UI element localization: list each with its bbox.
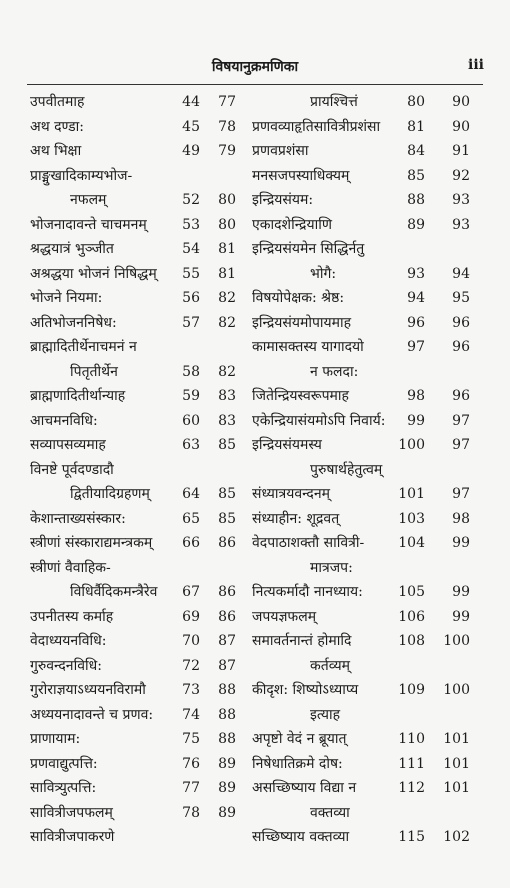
entry-title: इन्द्रियसंयमोपायमाह [252, 314, 352, 331]
page-ref-number: 85 [218, 437, 236, 453]
page-ref-number: 92 [452, 167, 470, 184]
entry-title: एकादशेन्द्रियाणि [252, 216, 332, 233]
entry-title: द्वितीयादिग्रहणम् [70, 486, 150, 502]
index-entry [0, 728, 510, 750]
header-rule [27, 84, 483, 85]
verse-number: 52 [182, 192, 200, 208]
page-ref-number: 78 [218, 118, 236, 135]
page-ref-number: 93 [452, 216, 470, 233]
verse-number: 97 [407, 339, 425, 355]
page-ref-number: 100 [443, 633, 470, 649]
page-ref-number: 89 [218, 755, 236, 772]
entry-title: वेदाध्ययनविधि: [30, 633, 107, 649]
entry-title: कर्तव्यम् [310, 657, 351, 674]
verse-number: 100 [398, 437, 425, 453]
verse-number: 56 [182, 290, 200, 306]
page-ref-number: 85 [218, 486, 236, 502]
entry-title: ब्राह्मादितीर्थेनाचमनं न [30, 339, 137, 355]
entry-title: अध्ययनादावन्ते च प्रणव: [30, 706, 154, 723]
entry-title: भोजनादावन्ते चाचमनम् [30, 216, 147, 233]
verse-number: 85 [407, 167, 425, 184]
entry-title: एकेन्द्रियासंयमोऽपि निवार्य: [252, 412, 386, 429]
entry-title: प्रायश्चित्तं [310, 94, 358, 110]
page-ref-number: 91 [452, 143, 470, 159]
page-ref-number: 80 [218, 216, 236, 233]
entry-title: सच्छिष्याय वक्तव्या [252, 829, 350, 845]
index-entry [0, 287, 510, 309]
entry-title: मात्रजप: [310, 559, 353, 576]
index-entry [0, 581, 510, 603]
index-entry [0, 606, 510, 628]
index-entry [0, 385, 510, 407]
entry-title: संध्याहीन: शूद्रवत् [252, 510, 340, 527]
index-entry [0, 214, 510, 236]
page-ref-number: 77 [218, 94, 236, 110]
verse-number: 49 [182, 143, 200, 159]
verse-number: 93 [407, 265, 425, 282]
page-ref-number: 82 [218, 363, 236, 380]
entry-title: आचमनविधि: [30, 412, 98, 429]
page-ref-number: 82 [218, 290, 236, 306]
verse-number: 105 [398, 584, 425, 600]
page-ref-number: 93 [452, 192, 470, 208]
page-ref-number: 88 [218, 682, 236, 698]
index-entry [0, 655, 510, 677]
page-ref-number: 99 [452, 535, 470, 551]
page-ref-number: 99 [452, 584, 470, 600]
entry-title: विनष्टे पूर्वदण्डादौ [30, 461, 114, 478]
index-entry [0, 826, 510, 848]
verse-number: 115 [398, 829, 425, 845]
entry-title: प्राणायाम: [30, 731, 81, 747]
page-ref-number: 97 [452, 486, 470, 502]
page-ref-number: 99 [452, 608, 470, 625]
page-ref-number: 97 [452, 412, 470, 429]
page-title: विषयानुक्रमणिका [211, 59, 299, 75]
entry-title: मनसजपस्याधिक्यम् [252, 167, 350, 184]
verse-number: 99 [407, 412, 425, 429]
page-ref-number: 96 [452, 314, 470, 331]
verse-number: 55 [182, 265, 200, 282]
verse-number: 74 [182, 706, 200, 723]
verse-number: 59 [182, 388, 200, 404]
index-entry [0, 508, 510, 530]
verse-number: 84 [407, 143, 425, 159]
entry-title: स्त्रीणां वैवाहिक- [30, 559, 111, 576]
page-ref-number: 94 [452, 265, 470, 282]
index-entry [0, 483, 510, 505]
index-entry [0, 434, 510, 456]
index-entry [0, 263, 510, 285]
page-ref-number: 89 [218, 780, 236, 796]
entry-title: भोजने नियमा: [30, 290, 103, 306]
verse-number: 106 [398, 608, 425, 625]
entry-title: असच्छिष्याय विद्या न [252, 780, 357, 796]
entry-title: समावर्तनान्तं होमादि [252, 633, 352, 649]
page-ref-number: 89 [218, 804, 236, 821]
verse-number: 94 [407, 290, 425, 306]
index-entry [0, 312, 510, 334]
entry-title: सावित्रीजपाकरणे [30, 829, 115, 845]
page-ref-number: 83 [218, 412, 236, 429]
entry-title: स्त्रीणां संस्काराद्यमन्त्रकम् [30, 535, 153, 551]
entry-title: वक्तव्या [310, 804, 350, 821]
verse-number: 58 [182, 363, 200, 380]
page-ref-number: 96 [452, 339, 470, 355]
verse-number: 45 [182, 118, 200, 135]
entry-title: निषेधातिक्रमे दोष: [252, 755, 343, 772]
index-entry [0, 116, 510, 138]
index-entry [0, 165, 510, 187]
entry-title: इन्द्रियसंयम: [252, 192, 314, 208]
entry-title: उपवीतमाह [30, 94, 85, 110]
page-ref-number: 90 [452, 118, 470, 135]
verse-number: 108 [398, 633, 425, 649]
entry-title: संध्यात्रयवन्दनम् [252, 486, 331, 502]
entry-title: श्रद्धयात्रं भुञ्जीत [30, 241, 114, 257]
entry-title: उपनीतस्य कर्माह [30, 608, 114, 625]
entry-title: अतिभोजननिषेध: [30, 314, 117, 331]
index-entry [0, 777, 510, 799]
page-ref-number: 96 [452, 388, 470, 404]
verse-number: 73 [182, 682, 200, 698]
entry-title: इत्याह [310, 706, 341, 723]
page-ref-number: 102 [443, 829, 470, 845]
entry-title: कीदृश: शिष्योऽध्याप्य [252, 682, 359, 698]
page-ref-number: 87 [218, 657, 236, 674]
verse-number: 57 [182, 314, 200, 331]
verse-number: 69 [182, 608, 200, 625]
entry-title: नफलम् [70, 192, 107, 208]
verse-number: 109 [398, 682, 425, 698]
index-entry [0, 630, 510, 652]
entry-title: सव्यापसव्यमाह [30, 437, 106, 453]
verse-number: 101 [398, 486, 425, 502]
page-ref-number: 97 [452, 437, 470, 453]
index-entry [0, 91, 510, 113]
entry-title: ब्राह्मणादितीर्थान्याह [30, 388, 126, 404]
index-entry [0, 532, 510, 554]
page-header [0, 55, 510, 79]
page-ref-number: 88 [218, 706, 236, 723]
page-ref-number: 81 [218, 265, 236, 282]
page-ref-number: 88 [218, 731, 236, 747]
entry-title: प्राङ्मुखादिकाम्यभोज- [30, 167, 133, 184]
index-entry [0, 753, 510, 775]
page-ref-number: 81 [218, 241, 236, 257]
page-ref-number: 80 [218, 192, 236, 208]
verse-number: 75 [182, 731, 200, 747]
page-number: iii [468, 57, 484, 73]
verse-number: 81 [407, 118, 425, 135]
entry-title: जितेन्द्रियस्वरूपमाह [252, 388, 349, 404]
entry-title: प्रणवप्रशंसा [252, 143, 309, 159]
entry-title: इन्द्रियसंयमेन सिद्धिर्नतु [252, 241, 365, 257]
index-entry [0, 557, 510, 579]
verse-number: 54 [182, 241, 200, 257]
entry-title: विषयोपेक्षक: श्रेष्ठ: [252, 290, 345, 306]
page-ref-number: 85 [218, 510, 236, 527]
page-ref-number: 101 [443, 780, 470, 796]
entry-title: अथ दण्डा: [30, 118, 85, 135]
entry-title: पुरुषार्थहेतुत्वम् [310, 461, 383, 478]
page-ref-number: 86 [218, 584, 236, 600]
index-entry [0, 459, 510, 481]
page-ref-number: 82 [218, 314, 236, 331]
entry-title: केशान्ताख्यसंस्कार: [30, 510, 126, 527]
entry-title: न फलदा: [310, 363, 359, 380]
index-entry [0, 140, 510, 162]
verse-number: 112 [398, 780, 425, 796]
verse-number: 64 [182, 486, 200, 502]
entry-title: पितृतीर्थेन [70, 363, 118, 380]
page-ref-number: 83 [218, 388, 236, 404]
verse-number: 110 [398, 731, 425, 747]
verse-number: 76 [182, 755, 200, 772]
entry-title: अपृष्टो वेदं न ब्रूयात् [252, 731, 347, 747]
verse-number: 53 [182, 216, 200, 233]
verse-number: 72 [182, 657, 200, 674]
page-ref-number: 86 [218, 535, 236, 551]
entry-title: अथ भिक्षा [30, 143, 82, 159]
verse-number: 78 [182, 804, 200, 821]
verse-number: 103 [398, 510, 425, 527]
verse-number: 67 [182, 584, 200, 600]
verse-number: 104 [398, 535, 425, 551]
entry-title: कामासक्तस्य यागादयो [252, 339, 364, 355]
verse-number: 70 [182, 633, 200, 649]
entry-title: प्रणवव्याहृतिसावित्रीप्रशंसा [252, 118, 381, 135]
verse-number: 44 [182, 94, 200, 110]
page-ref-number: 79 [218, 143, 236, 159]
entry-title: अश्रद्धया भोजनं निषिद्धम् [30, 265, 157, 282]
index-entry [0, 336, 510, 358]
page-ref-number: 98 [452, 510, 470, 527]
index-entry [0, 238, 510, 260]
index-entry [0, 410, 510, 432]
verse-number: 96 [407, 314, 425, 331]
verse-number: 88 [407, 192, 425, 208]
entry-title: नित्यकर्मादौ नानध्याय: [252, 584, 363, 600]
entry-title: वेदपाठाशक्तौ सावित्री- [252, 535, 365, 551]
page-ref-number: 100 [443, 682, 470, 698]
page-ref-number: 101 [443, 731, 470, 747]
verse-number: 98 [407, 388, 425, 404]
entry-title: भोगै: [310, 265, 337, 282]
verse-number: 60 [182, 412, 200, 429]
entry-title: विधिर्वैदिकमन्त्रैरेव [70, 584, 158, 600]
index-entry [0, 679, 510, 701]
verse-number: 111 [398, 755, 425, 772]
entry-title: सावित्रीजपफलम् [30, 804, 113, 821]
verse-number: 63 [182, 437, 200, 453]
verse-number: 89 [407, 216, 425, 233]
verse-number: 66 [182, 535, 200, 551]
verse-number: 77 [182, 780, 200, 796]
entry-title: गुरुवन्दनविधि: [30, 657, 102, 674]
index-entry [0, 802, 510, 824]
entry-title: प्रणवाद्युत्पत्ति: [30, 755, 98, 772]
entry-title: जपयज्ञफलम् [252, 608, 317, 625]
entry-title: इन्द्रियसंयमस्य [252, 437, 322, 453]
page-ref-number: 86 [218, 608, 236, 625]
verse-number: 65 [182, 510, 200, 527]
page-ref-number: 90 [452, 94, 470, 110]
page-ref-number: 101 [443, 755, 470, 772]
index-entry [0, 361, 510, 383]
index-entry [0, 189, 510, 211]
page-ref-number: 87 [218, 633, 236, 649]
page-ref-number: 95 [452, 290, 470, 306]
verse-number: 80 [407, 94, 425, 110]
index-entry [0, 704, 510, 726]
entry-title: गुरोराज्ञयाऽध्ययनविरामौ [30, 682, 146, 698]
entry-title: सावित्र्युत्पत्ति: [30, 780, 97, 796]
